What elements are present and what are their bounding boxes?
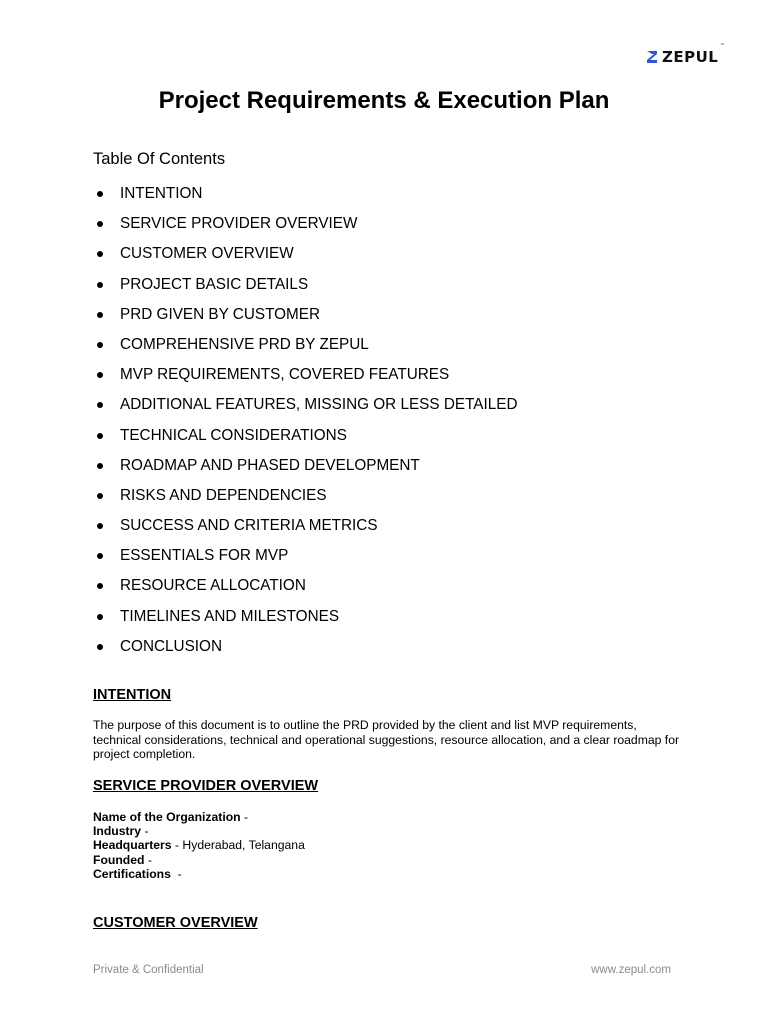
zepul-logo (646, 43, 726, 66)
bullet-icon (97, 251, 103, 257)
detail-row (93, 824, 305, 838)
service-provider-heading: SERVICE PROVIDER OVERVIEW (93, 778, 319, 794)
toc-item-label: ESSENTIALS FOR MVP (120, 547, 289, 565)
toc-item-label: ADDITIONAL FEATURES, MISSING OR LESS DETAILED (120, 396, 518, 414)
detail-row (93, 810, 305, 824)
toc-item (93, 334, 518, 364)
toc-item (93, 636, 518, 666)
detail-separator: - (144, 852, 152, 867)
toc-item (93, 575, 518, 605)
toc-item-label: RESOURCE ALLOCATION (120, 577, 306, 595)
toc-item-label: COMPREHENSIVE PRD BY ZEPUL (120, 335, 369, 353)
bullet-icon (97, 583, 103, 589)
toc-item (93, 243, 518, 273)
bullet-icon (97, 493, 103, 499)
detail-label: Founded (93, 852, 145, 867)
toc-item (93, 515, 518, 545)
customer-overview-heading: CUSTOMER OVERVIEW (93, 915, 258, 931)
toc-item-label: SERVICE PROVIDER OVERVIEW (120, 215, 358, 233)
logo-text: ZEPUL ™ (662, 43, 726, 66)
toc-item (93, 425, 518, 455)
toc-item (93, 364, 518, 394)
bullet-icon (97, 614, 103, 620)
toc-item (93, 485, 518, 515)
bullet-icon (97, 644, 103, 650)
toc-item-label: INTENTION (120, 185, 203, 202)
detail-row (93, 838, 305, 852)
toc-item (93, 183, 518, 213)
toc-item-label: SUCCESS AND CRITERIA METRICS (120, 517, 378, 535)
bullet-icon (97, 402, 103, 408)
detail-label: Headquarters (93, 838, 172, 853)
bullet-icon (97, 523, 103, 529)
bullet-icon (97, 221, 103, 227)
zepul-logo-mark-icon (646, 50, 658, 64)
detail-separator: - (240, 810, 249, 824)
bullet-icon (97, 433, 103, 439)
toc-item (93, 606, 518, 636)
trademark-mark: ™ (719, 43, 726, 49)
detail-separator: - (141, 824, 149, 839)
bullet-icon (97, 191, 103, 197)
detail-row (93, 867, 305, 881)
toc-item-label: CUSTOMER OVERVIEW (120, 245, 294, 263)
document-title: Project Requirements & Execution Plan (158, 87, 610, 114)
toc-item-label: RISKS AND DEPENDENCIES (120, 486, 327, 504)
toc-item (93, 304, 518, 334)
toc-list (93, 183, 518, 666)
toc-item-label: PROJECT BASIC DETAILS (120, 275, 309, 293)
footer-website: www.zepul.com (591, 964, 671, 976)
toc-item-label: TECHNICAL CONSIDERATIONS (120, 426, 347, 444)
detail-value: Hyderabad, Telangana (182, 838, 305, 853)
detail-label: Industry (93, 824, 142, 839)
detail-row (93, 853, 305, 867)
toc-item-label: MVP REQUIREMENTS, COVERED FEATURES (120, 366, 450, 384)
bullet-icon (97, 282, 103, 288)
detail-label: Certifications (93, 866, 171, 881)
toc-item (93, 455, 518, 485)
detail-separator: - (171, 838, 183, 853)
service-provider-details (93, 810, 305, 881)
bullet-icon (97, 553, 103, 559)
toc-item-label: TIMELINES AND MILESTONES (120, 607, 340, 625)
toc-item-label: PRD GIVEN BY CUSTOMER (120, 305, 321, 323)
bullet-icon (97, 312, 103, 318)
footer-confidential: Private & Confidential (93, 964, 204, 976)
intention-paragraph: The purpose of this document is to outline the PRD provided by the client and list MVP requirements, technical considerations, technical and operational suggestions, resource allocation, and a clear roadmap for project completion. (93, 718, 680, 761)
bullet-icon (97, 463, 103, 469)
detail-separator: - (170, 866, 182, 881)
intention-heading: INTENTION (93, 687, 172, 703)
toc-item-label: CONCLUSION (120, 637, 222, 655)
toc-item (93, 545, 518, 575)
toc-item (93, 394, 518, 424)
toc-item-label: ROADMAP AND PHASED DEVELOPMENT (120, 456, 420, 474)
toc-heading: Table Of Contents (93, 150, 226, 168)
bullet-icon (97, 372, 103, 378)
toc-item (93, 213, 518, 243)
detail-label: Name of the Organization (93, 810, 241, 824)
bullet-icon (97, 342, 103, 348)
toc-item (93, 274, 518, 304)
